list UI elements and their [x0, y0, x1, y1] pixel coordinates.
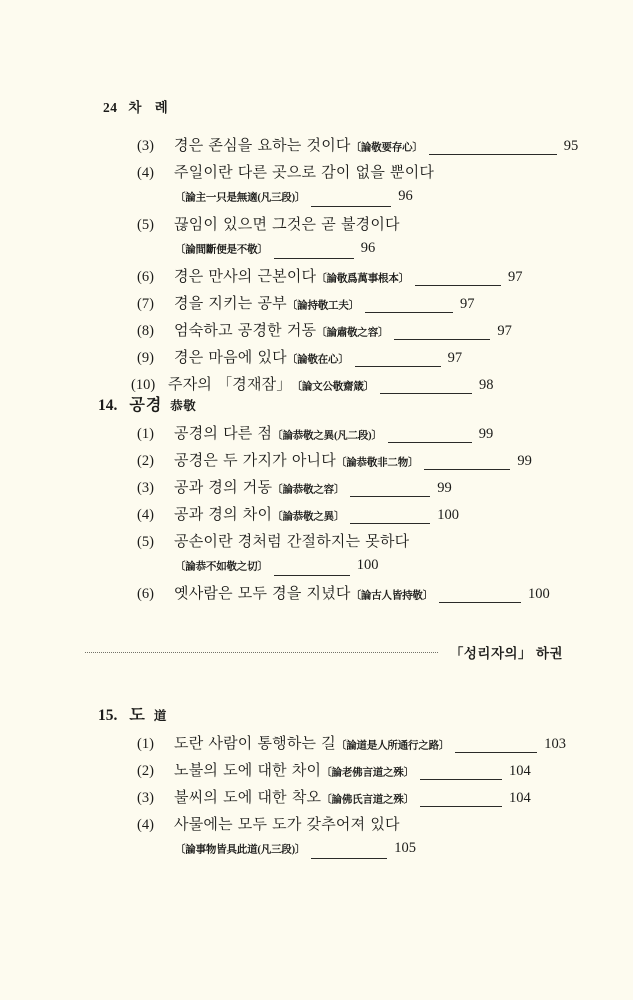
toc-entry-hanja-annotation: 〔論道是人所通行之路〕 — [335, 740, 450, 752]
toc-entry-number: (7) — [137, 296, 154, 312]
toc-entry[interactable] — [0, 265, 633, 292]
toc-entry-title: 주자의 「경재잠」 — [168, 377, 292, 393]
toc-entry-title: 불씨의 도에 대한 착오 — [174, 790, 322, 806]
toc-entry-hanja-annotation: 〔論恭敬之容〕 — [272, 484, 345, 496]
toc-leader-line — [420, 779, 502, 780]
toc-entry[interactable] — [0, 346, 633, 373]
toc-entry-hanja-annotation: 〔論肅敬之容〕 — [316, 327, 389, 339]
toc-entry-title: 경은 만사의 근본이다 — [174, 269, 317, 285]
toc-entry-number: (3) — [137, 480, 154, 496]
toc-leader-line — [424, 469, 510, 470]
toc-leader-line — [394, 339, 490, 340]
toc-leader-line — [365, 312, 453, 313]
toc-entry-title: 공경은 두 가지가 아니다 — [174, 453, 336, 469]
toc-entry-number: (8) — [137, 323, 154, 339]
toc-entry[interactable] — [0, 503, 633, 530]
toc-block-section-13-continued — [0, 134, 633, 400]
toc-entry-page-number: 105 — [394, 840, 416, 856]
toc-entry-title: 공경의 다른 점 — [174, 426, 273, 442]
toc-entry-number: (3) — [137, 138, 154, 154]
toc-entry[interactable] — [0, 582, 633, 609]
toc-entry-page-number: 100 — [437, 507, 460, 523]
toc-entry-page-number: 97 — [497, 323, 512, 339]
toc-section-title-korean: 공경 — [129, 397, 163, 414]
toc-entry[interactable] — [0, 292, 633, 319]
running-head — [103, 96, 173, 116]
toc-section-title-hanja: 恭敬 — [170, 399, 197, 413]
toc-entry-number: (5) — [137, 217, 154, 233]
toc-entry-page-number: 100 — [528, 586, 550, 602]
toc-entry-title: 옛사람은 모두 경을 지녔다 — [174, 586, 351, 602]
toc-leader-line — [350, 496, 430, 497]
toc-entry[interactable] — [0, 557, 633, 582]
toc-entry-page-number: 98 — [478, 377, 494, 393]
toc-entry-title: 경을 지키는 공부 — [174, 296, 287, 312]
toc-entry-title: 끊임이 있으면 그것은 곧 불경이다 — [174, 217, 400, 233]
page-folio-number: 24 — [103, 100, 118, 115]
toc-entry-title: 도란 사람이 통행하는 길 — [174, 736, 336, 752]
toc-leader-line — [415, 285, 501, 286]
toc-leader-line — [439, 602, 521, 603]
toc-section-heading[interactable] — [0, 392, 633, 422]
toc-entry-number: (4) — [137, 165, 154, 181]
toc-entry[interactable] — [0, 422, 633, 449]
toc-leader-line — [350, 523, 430, 524]
toc-entry-number: (6) — [137, 586, 154, 602]
toc-entry-number: (3) — [137, 790, 154, 806]
toc-entry-hanja-annotation: 〔論主一只是無適(凡三段)〕 — [175, 192, 306, 204]
toc-entry-hanja-annotation: 〔論文公敬齋箴〕 — [291, 381, 374, 393]
toc-leader-line — [388, 442, 472, 443]
toc-entry-page-number: 103 — [544, 736, 566, 752]
footer-book-title: 「성리자의」 하권 — [449, 646, 563, 661]
toc-entry-number: (1) — [137, 736, 154, 752]
toc-section-heading[interactable] — [0, 702, 633, 732]
toc-leader-line — [355, 366, 441, 367]
toc-entry-page-number: 99 — [517, 453, 532, 469]
toc-entry-page-number: 95 — [563, 138, 579, 154]
toc-section-title-hanja: 道 — [153, 709, 167, 723]
toc-entry-number: (6) — [137, 269, 154, 285]
toc-entry-hanja-annotation: 〔論恭敬非二物〕 — [335, 457, 419, 469]
toc-entry[interactable] — [0, 530, 633, 557]
footer-dotted-line — [85, 652, 438, 653]
toc-entry-hanja-annotation: 〔論敬爲萬事根本〕 — [316, 273, 409, 285]
toc-leader-line — [455, 752, 537, 753]
toc-entry-page-number: 97 — [459, 296, 475, 312]
toc-entry-page-number: 96 — [360, 240, 376, 256]
toc-entry-title: 노불의 도에 대한 차이 — [174, 763, 322, 779]
toc-leader-line — [429, 154, 557, 155]
toc-entry-number: (4) — [137, 817, 154, 833]
toc-entry-hanja-annotation: 〔論持敬工夫〕 — [286, 300, 359, 312]
toc-entry-hanja-annotation: 〔論佛氏言道之殊〕 — [321, 794, 414, 806]
toc-section-title-korean: 도 — [129, 707, 146, 724]
toc-entry-page-number: 104 — [508, 763, 531, 779]
toc-entry-page-number: 96 — [398, 188, 413, 204]
toc-leader-line — [420, 806, 502, 807]
toc-entry[interactable] — [0, 134, 633, 161]
toc-entry-number: (2) — [137, 763, 154, 779]
toc-entry[interactable] — [0, 759, 633, 786]
toc-entry-title: 주일이란 다른 곳으로 감이 없을 뿐이다 — [174, 165, 435, 181]
toc-entry-title: 공과 경의 거동 — [174, 480, 273, 496]
toc-entry-number: (9) — [137, 350, 154, 366]
toc-entry[interactable] — [0, 240, 633, 265]
toc-entry[interactable] — [0, 786, 633, 813]
toc-entry-page-number: 99 — [478, 426, 494, 442]
toc-entry-page-number: 97 — [447, 350, 463, 366]
toc-entry-number: (1) — [137, 426, 154, 442]
toc-entry[interactable] — [0, 449, 633, 476]
toc-entry-hanja-annotation: 〔論恭不如敬之切〕 — [175, 561, 268, 573]
toc-entry-hanja-annotation: 〔論事物皆具此道(凡三段)〕 — [175, 844, 306, 856]
toc-block-section-14 — [0, 392, 633, 609]
toc-entry-number: (10) — [131, 377, 156, 393]
toc-entry-hanja-annotation: 〔論古人皆持敬〕 — [350, 590, 434, 602]
toc-entry-title: 경은 마음에 있다 — [174, 350, 287, 366]
toc-entry-title: 사물에는 모두 도가 갖추어져 있다 — [174, 817, 400, 833]
toc-leader-line — [311, 858, 387, 859]
toc-entry-title: 엄숙하고 공경한 거동 — [174, 323, 317, 339]
toc-entry-hanja-annotation: 〔論敬要存心〕 — [350, 142, 423, 154]
toc-entry-title: 경은 존심을 요하는 것이다 — [174, 138, 351, 154]
toc-entry-page-number: 99 — [437, 480, 452, 496]
toc-leader-line — [274, 258, 354, 259]
toc-entry[interactable] — [0, 732, 633, 759]
footer-rule — [85, 645, 563, 659]
toc-entry-page-number: 104 — [508, 790, 531, 806]
toc-entry[interactable] — [0, 813, 633, 840]
toc-entry-page-number: 100 — [356, 557, 379, 573]
toc-entry-number: (5) — [137, 534, 154, 550]
toc-entry-hanja-annotation: 〔論間斷便是不敬〕 — [175, 244, 268, 256]
running-head-label: 차 례 — [128, 100, 173, 115]
toc-entry-hanja-annotation: 〔論敬在心〕 — [286, 354, 349, 366]
toc-entry[interactable] — [0, 319, 633, 346]
toc-leader-line — [311, 206, 391, 207]
toc-entry-page-number: 97 — [507, 269, 523, 285]
toc-entry-hanja-annotation: 〔論恭敬之異(凡二段)〕 — [272, 430, 382, 442]
toc-entry-number: (2) — [137, 453, 154, 469]
toc-entry-title: 공과 경의 차이 — [174, 507, 273, 523]
toc-section-number: 14. — [98, 397, 118, 414]
toc-entry-title: 공손이란 경처럼 간절하지는 못하다 — [174, 534, 410, 550]
toc-entry[interactable] — [0, 161, 633, 188]
toc-block-section-15 — [0, 702, 633, 865]
toc-entry[interactable] — [0, 476, 633, 503]
toc-entry-hanja-annotation: 〔論恭敬之異〕 — [272, 511, 345, 523]
toc-entry[interactable] — [0, 188, 633, 213]
toc-entry-number: (4) — [137, 507, 154, 523]
toc-entry[interactable] — [0, 213, 633, 240]
toc-entry-hanja-annotation: 〔論老佛言道之殊〕 — [321, 767, 414, 779]
toc-leader-line — [274, 575, 350, 576]
toc-section-number: 15. — [98, 707, 118, 724]
toc-entry[interactable] — [0, 840, 633, 865]
